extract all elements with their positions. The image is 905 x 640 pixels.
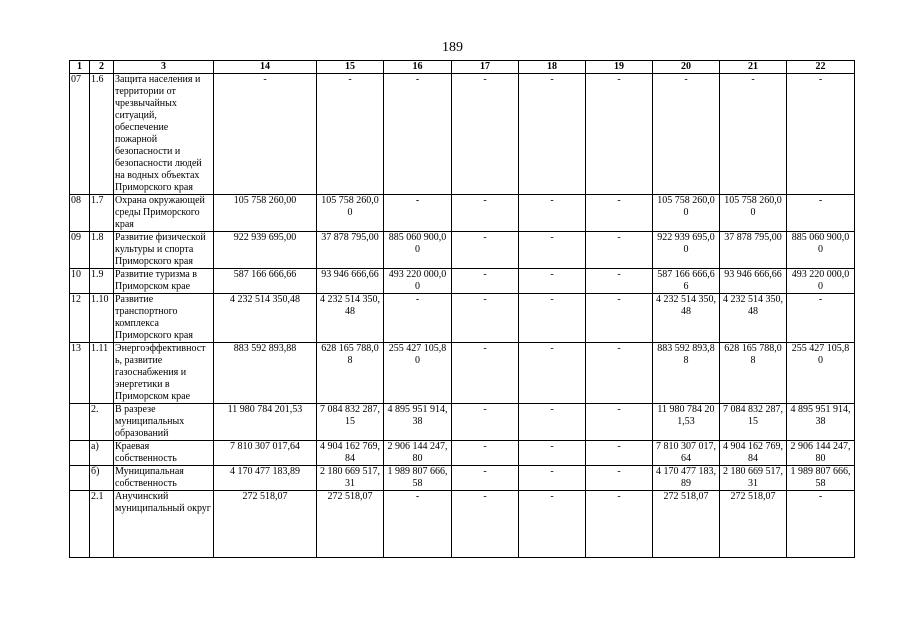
table-row [70, 441, 855, 466]
value-cell: - [452, 343, 519, 404]
code-cell: 08 [70, 195, 90, 232]
value-cell: 4 895 951 914, 38 [787, 404, 855, 441]
value-cell: - [586, 294, 653, 343]
value-cell: - [586, 343, 653, 404]
value-cell: - [586, 441, 653, 466]
code-cell: 09 [70, 232, 90, 269]
value-cell: - [452, 466, 519, 491]
value-cell: 7 810 307 017,64 [214, 441, 317, 466]
value-cell: - [586, 466, 653, 491]
header-cell: 19 [586, 61, 653, 74]
value-cell: - [519, 343, 586, 404]
value-cell: - [586, 74, 653, 195]
code-cell: 07 [70, 74, 90, 195]
value-cell: - [720, 74, 787, 195]
value-cell: 11 980 784 201,53 [214, 404, 317, 441]
table-row [70, 195, 855, 232]
section-cell: а) [90, 441, 114, 466]
value-cell: 7 084 832 287, 15 [720, 404, 787, 441]
header-cell: 3 [114, 61, 214, 74]
table-row [70, 466, 855, 491]
code-cell [70, 491, 90, 558]
value-cell: 4 232 514 350,48 [214, 294, 317, 343]
table-row [70, 74, 855, 195]
value-cell: 37 878 795,00 [317, 232, 384, 269]
code-cell [70, 466, 90, 491]
value-cell: - [452, 269, 519, 294]
value-cell: 628 165 788,0 8 [317, 343, 384, 404]
header-cell: 22 [787, 61, 855, 74]
code-cell [70, 441, 90, 466]
value-cell: - [519, 74, 586, 195]
value-cell: - [452, 441, 519, 466]
code-cell: 13 [70, 343, 90, 404]
table-row [70, 343, 855, 404]
value-cell: 922 939 695,0 0 [653, 232, 720, 269]
value-cell: 37 878 795,00 [720, 232, 787, 269]
description-cell: Развитие туризма в Приморском крае [114, 269, 214, 294]
value-cell: - [653, 74, 720, 195]
value-cell: - [384, 491, 452, 558]
section-cell: 1.7 [90, 195, 114, 232]
description-cell: Развитие транспортного комплекса Приморского края [114, 294, 214, 343]
section-cell: б) [90, 466, 114, 491]
code-cell: 12 [70, 294, 90, 343]
value-cell: 922 939 695,00 [214, 232, 317, 269]
value-cell: 628 165 788,0 8 [720, 343, 787, 404]
value-cell: 885 060 900,0 0 [384, 232, 452, 269]
value-cell: - [787, 195, 855, 232]
value-cell: 4 170 477 183, 89 [653, 466, 720, 491]
budget-table [69, 60, 855, 558]
value-cell: - [452, 195, 519, 232]
value-cell: 2 180 669 517, 31 [317, 466, 384, 491]
value-cell: 255 427 105,8 0 [384, 343, 452, 404]
value-cell: 4 232 514 350, 48 [720, 294, 787, 343]
value-cell: - [586, 491, 653, 558]
value-cell: 1 989 807 666, 58 [384, 466, 452, 491]
value-cell: 883 592 893,8 8 [653, 343, 720, 404]
value-cell: 272 518,07 [720, 491, 787, 558]
value-cell: - [586, 232, 653, 269]
value-cell: 7 810 307 017, 64 [653, 441, 720, 466]
value-cell: - [384, 195, 452, 232]
value-cell: 4 232 514 350, 48 [317, 294, 384, 343]
value-cell: 93 946 666,66 [720, 269, 787, 294]
value-cell: - [519, 232, 586, 269]
header-cell: 17 [452, 61, 519, 74]
value-cell: - [317, 74, 384, 195]
value-cell: - [519, 294, 586, 343]
value-cell: 2 180 669 517, 31 [720, 466, 787, 491]
section-cell: 2.1 [90, 491, 114, 558]
value-cell: 1 989 807 666, 58 [787, 466, 855, 491]
description-cell: Развитие физической культуры и спорта Приморского края [114, 232, 214, 269]
value-cell: - [586, 269, 653, 294]
value-cell: 587 166 666,66 [214, 269, 317, 294]
value-cell: - [787, 294, 855, 343]
value-cell: - [586, 195, 653, 232]
value-cell: 2 906 144 247, 80 [787, 441, 855, 466]
value-cell: 4 904 162 769, 84 [720, 441, 787, 466]
value-cell: 105 758 260,00 [214, 195, 317, 232]
section-cell: 1.11 [90, 343, 114, 404]
code-cell [70, 404, 90, 441]
page-number: 189 [442, 40, 463, 55]
header-cell: 2 [90, 61, 114, 74]
header-cell: 15 [317, 61, 384, 74]
value-cell: 4 232 514 350, 48 [653, 294, 720, 343]
table-row [70, 404, 855, 441]
value-cell: - [452, 294, 519, 343]
value-cell: - [452, 74, 519, 195]
header-cell: 21 [720, 61, 787, 74]
description-cell: В разрезе муниципальных образований [114, 404, 214, 441]
table-row [70, 232, 855, 269]
table-row [70, 269, 855, 294]
header-row [70, 61, 855, 74]
value-cell: - [214, 74, 317, 195]
value-cell: 2 906 144 247, 80 [384, 441, 452, 466]
header-cell: 16 [384, 61, 452, 74]
value-cell: - [519, 269, 586, 294]
value-cell: 272 518,07 [653, 491, 720, 558]
value-cell: 493 220 000,0 0 [787, 269, 855, 294]
value-cell: - [519, 404, 586, 441]
value-cell: 883 592 893,88 [214, 343, 317, 404]
header-cell: 18 [519, 61, 586, 74]
header-cell: 1 [70, 61, 90, 74]
value-cell: - [519, 195, 586, 232]
description-cell: Охрана окружающей среды Приморского края [114, 195, 214, 232]
value-cell: - [452, 404, 519, 441]
value-cell: 493 220 000,0 0 [384, 269, 452, 294]
value-cell: 11 980 784 20 1,53 [653, 404, 720, 441]
section-cell: 2. [90, 404, 114, 441]
value-cell: - [384, 294, 452, 343]
description-cell: Анучинский муниципальный округ [114, 491, 214, 558]
code-cell: 10 [70, 269, 90, 294]
section-cell: 1.9 [90, 269, 114, 294]
value-cell: 105 758 260,0 0 [653, 195, 720, 232]
section-cell: 1.6 [90, 74, 114, 195]
value-cell: 255 427 105,8 0 [787, 343, 855, 404]
section-cell: 1.10 [90, 294, 114, 343]
value-cell: 4 170 477 183,89 [214, 466, 317, 491]
value-cell: 272 518,07 [214, 491, 317, 558]
table-row [70, 491, 855, 558]
value-cell: 93 946 666,66 [317, 269, 384, 294]
description-cell: Защита населения и территории от чрезвычайных ситуаций, обеспечение пожарной безопасности и безопасности людей на водных объектах Приморского края [114, 74, 214, 195]
table-row [70, 294, 855, 343]
value-cell: 7 084 832 287, 15 [317, 404, 384, 441]
value-cell: 105 758 260,0 0 [720, 195, 787, 232]
value-cell: 105 758 260,0 0 [317, 195, 384, 232]
value-cell: 885 060 900,0 0 [787, 232, 855, 269]
value-cell: - [519, 466, 586, 491]
description-cell: Муниципальная собственность [114, 466, 214, 491]
header-cell: 20 [653, 61, 720, 74]
header-cell: 14 [214, 61, 317, 74]
value-cell: - [519, 441, 586, 466]
value-cell: 4 904 162 769, 84 [317, 441, 384, 466]
value-cell: - [787, 74, 855, 195]
description-cell: Энергоэффективност ь, развитие газоснабжения и энергетики в Приморском крае [114, 343, 214, 404]
value-cell: 272 518,07 [317, 491, 384, 558]
value-cell: - [519, 491, 586, 558]
value-cell: - [787, 491, 855, 558]
value-cell: - [452, 491, 519, 558]
section-cell: 1.8 [90, 232, 114, 269]
description-cell: Краевая собственность [114, 441, 214, 466]
value-cell: 587 166 666,6 6 [653, 269, 720, 294]
value-cell: - [384, 74, 452, 195]
value-cell: 4 895 951 914, 38 [384, 404, 452, 441]
value-cell: - [452, 232, 519, 269]
value-cell: - [586, 404, 653, 441]
